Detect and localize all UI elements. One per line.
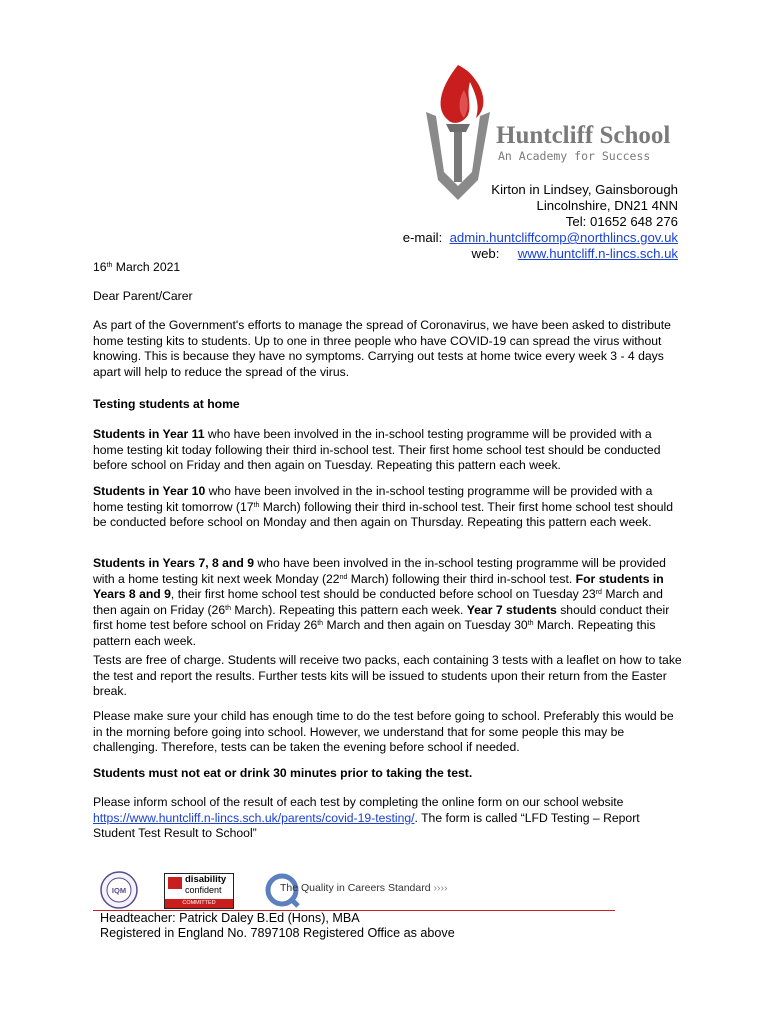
iqm-text: IQM bbox=[111, 886, 127, 895]
y10-sup: th bbox=[253, 501, 260, 509]
y789-text-c: , their first home school test should be conducted before school on Tuesday 23 bbox=[170, 587, 596, 602]
date-rest: March 2021 bbox=[112, 260, 181, 274]
y10-text-a: who have been involved in the in-school testing programme will be provided with a home testing kit tomorrow (17 bbox=[93, 484, 653, 514]
y789-text-a: who have been involved in the in-school testing programme will be provided with a home testing kit next week Monday (22 bbox=[93, 556, 666, 586]
covid-testing-link[interactable]: https://www.huntcliff.n-lincs.sch.uk/parents/covid-19-testing/ bbox=[93, 810, 415, 825]
section-heading bbox=[93, 397, 685, 413]
address-email bbox=[403, 230, 678, 246]
heading-text: Testing students at home bbox=[93, 397, 240, 411]
y789-text-b: March) following their third in-school test. bbox=[347, 571, 576, 586]
year10-paragraph bbox=[93, 484, 685, 531]
footer-registered: Registered in England No. 7897108 Registered Office as above bbox=[100, 926, 455, 940]
y789-sup3: th bbox=[225, 604, 231, 612]
quality-text: The Quality in Careers Standard bbox=[280, 882, 431, 894]
y11-text: who have been involved in the in-school testing programme will be provided with a home testing kit today following their third in-school test. Their first home school test should be conducted before school on Friday and then again on Tuesday. Repeating this pattern each week. bbox=[93, 427, 661, 473]
y789-bold: Students in Years 7, 8 and 9 bbox=[93, 556, 254, 570]
committed-word: COMMITTED bbox=[165, 899, 233, 908]
school-tagline: An Academy for Success bbox=[498, 149, 651, 163]
y789-text-h: March. Repeating this pattern each week. bbox=[93, 618, 656, 648]
footer-headteacher: Headteacher: Patrick Daley B.Ed (Hons), MBA bbox=[100, 911, 360, 925]
salutation: Dear Parent/Carer bbox=[93, 289, 193, 303]
disability-logo-icon bbox=[168, 877, 182, 889]
y11-bold: Students in Year 11 bbox=[93, 427, 205, 441]
chevrons-icon: ›››› bbox=[433, 882, 448, 894]
school-name: Huntcliff School bbox=[496, 122, 671, 149]
address-tel: Tel: 01652 648 276 bbox=[565, 214, 678, 229]
y789-sup4: th bbox=[317, 620, 324, 628]
web-label: web: bbox=[471, 246, 500, 261]
year789-paragraph bbox=[93, 556, 685, 650]
y789-sup1: nd bbox=[339, 573, 348, 581]
address-line1: Kirton in Lindsey, Gainsborough bbox=[491, 182, 678, 197]
free-paragraph: Tests are free of charge. Students will receive two packs, each containing 3 tests with a leaflet on how to take the test and report the results. Further tests kits will be issued to students upon their return from the Easter break. bbox=[93, 653, 682, 699]
iqm-badge bbox=[96, 870, 142, 910]
y10-bold: Students in Year 10 bbox=[93, 484, 206, 498]
date-suffix: th bbox=[106, 262, 113, 269]
disability-word: disability bbox=[185, 874, 227, 885]
y789-text-d: March and then again on Friday (26 bbox=[93, 587, 663, 617]
inform-paragraph bbox=[93, 795, 685, 842]
inform-text-b: . The form is called “LFD Testing – Report Student Test Result to School” bbox=[93, 810, 640, 841]
inform-text-a: Please inform school of the result of each test by completing the online form on our school website bbox=[93, 795, 624, 809]
confident-word: confident bbox=[185, 885, 222, 895]
y789-sup2: rd bbox=[595, 589, 602, 597]
year11-paragraph bbox=[93, 427, 685, 474]
y789-bold2: For students in Years 8 and 9 bbox=[93, 571, 664, 602]
warning-paragraph bbox=[93, 766, 685, 782]
intro-paragraph: As part of the Government's efforts to manage the spread of Coronavirus, we have been asked to distribute home testing kits to students. Up to one in three people who have COVID-19 can spread the virus without knowing. This is because they have no symptoms. Carrying out tests at home twice every week 3 - 4 days apart will help to reduce the spread of the virus. bbox=[93, 318, 671, 379]
y789-text-e: March). Repeating this pattern each week. bbox=[230, 602, 467, 617]
time-paragraph: Please make sure your child has enough time to do the test before going to school. Preferably this would be in the morning before going into school. However, we understand that for some people this may be challenging. Therefore, tests can be taken the evening before school if needed. bbox=[93, 709, 674, 755]
y789-text-g: March and then again on Tuesday 30 bbox=[323, 618, 528, 633]
y789-sup5: th bbox=[527, 620, 534, 628]
y10-text-b: March) following their third in-school test. Their first home school test should be conducted before school on Monday and then again on Thursday. Repeating this pattern each week. bbox=[93, 499, 674, 530]
y789-bold3: Year 7 students bbox=[466, 602, 557, 617]
y789-text-f: should conduct their first home test before school on Friday 26 bbox=[93, 602, 670, 633]
letter-date bbox=[93, 260, 685, 276]
warning-text: Students must not eat or drink 30 minutes prior to taking the test. bbox=[93, 766, 473, 780]
address-line2: Lincolnshire, DN21 4NN bbox=[536, 198, 678, 213]
web-link[interactable]: www.huntcliff.n-lincs.sch.uk bbox=[517, 246, 678, 261]
quality-careers-text bbox=[280, 882, 448, 894]
email-label: e-mail: bbox=[402, 230, 443, 245]
disability-confident-badge bbox=[164, 873, 234, 909]
email-link[interactable]: admin.huntcliffcomp@northlincs.gov.uk bbox=[449, 230, 678, 245]
date-day: 16 bbox=[93, 260, 107, 274]
